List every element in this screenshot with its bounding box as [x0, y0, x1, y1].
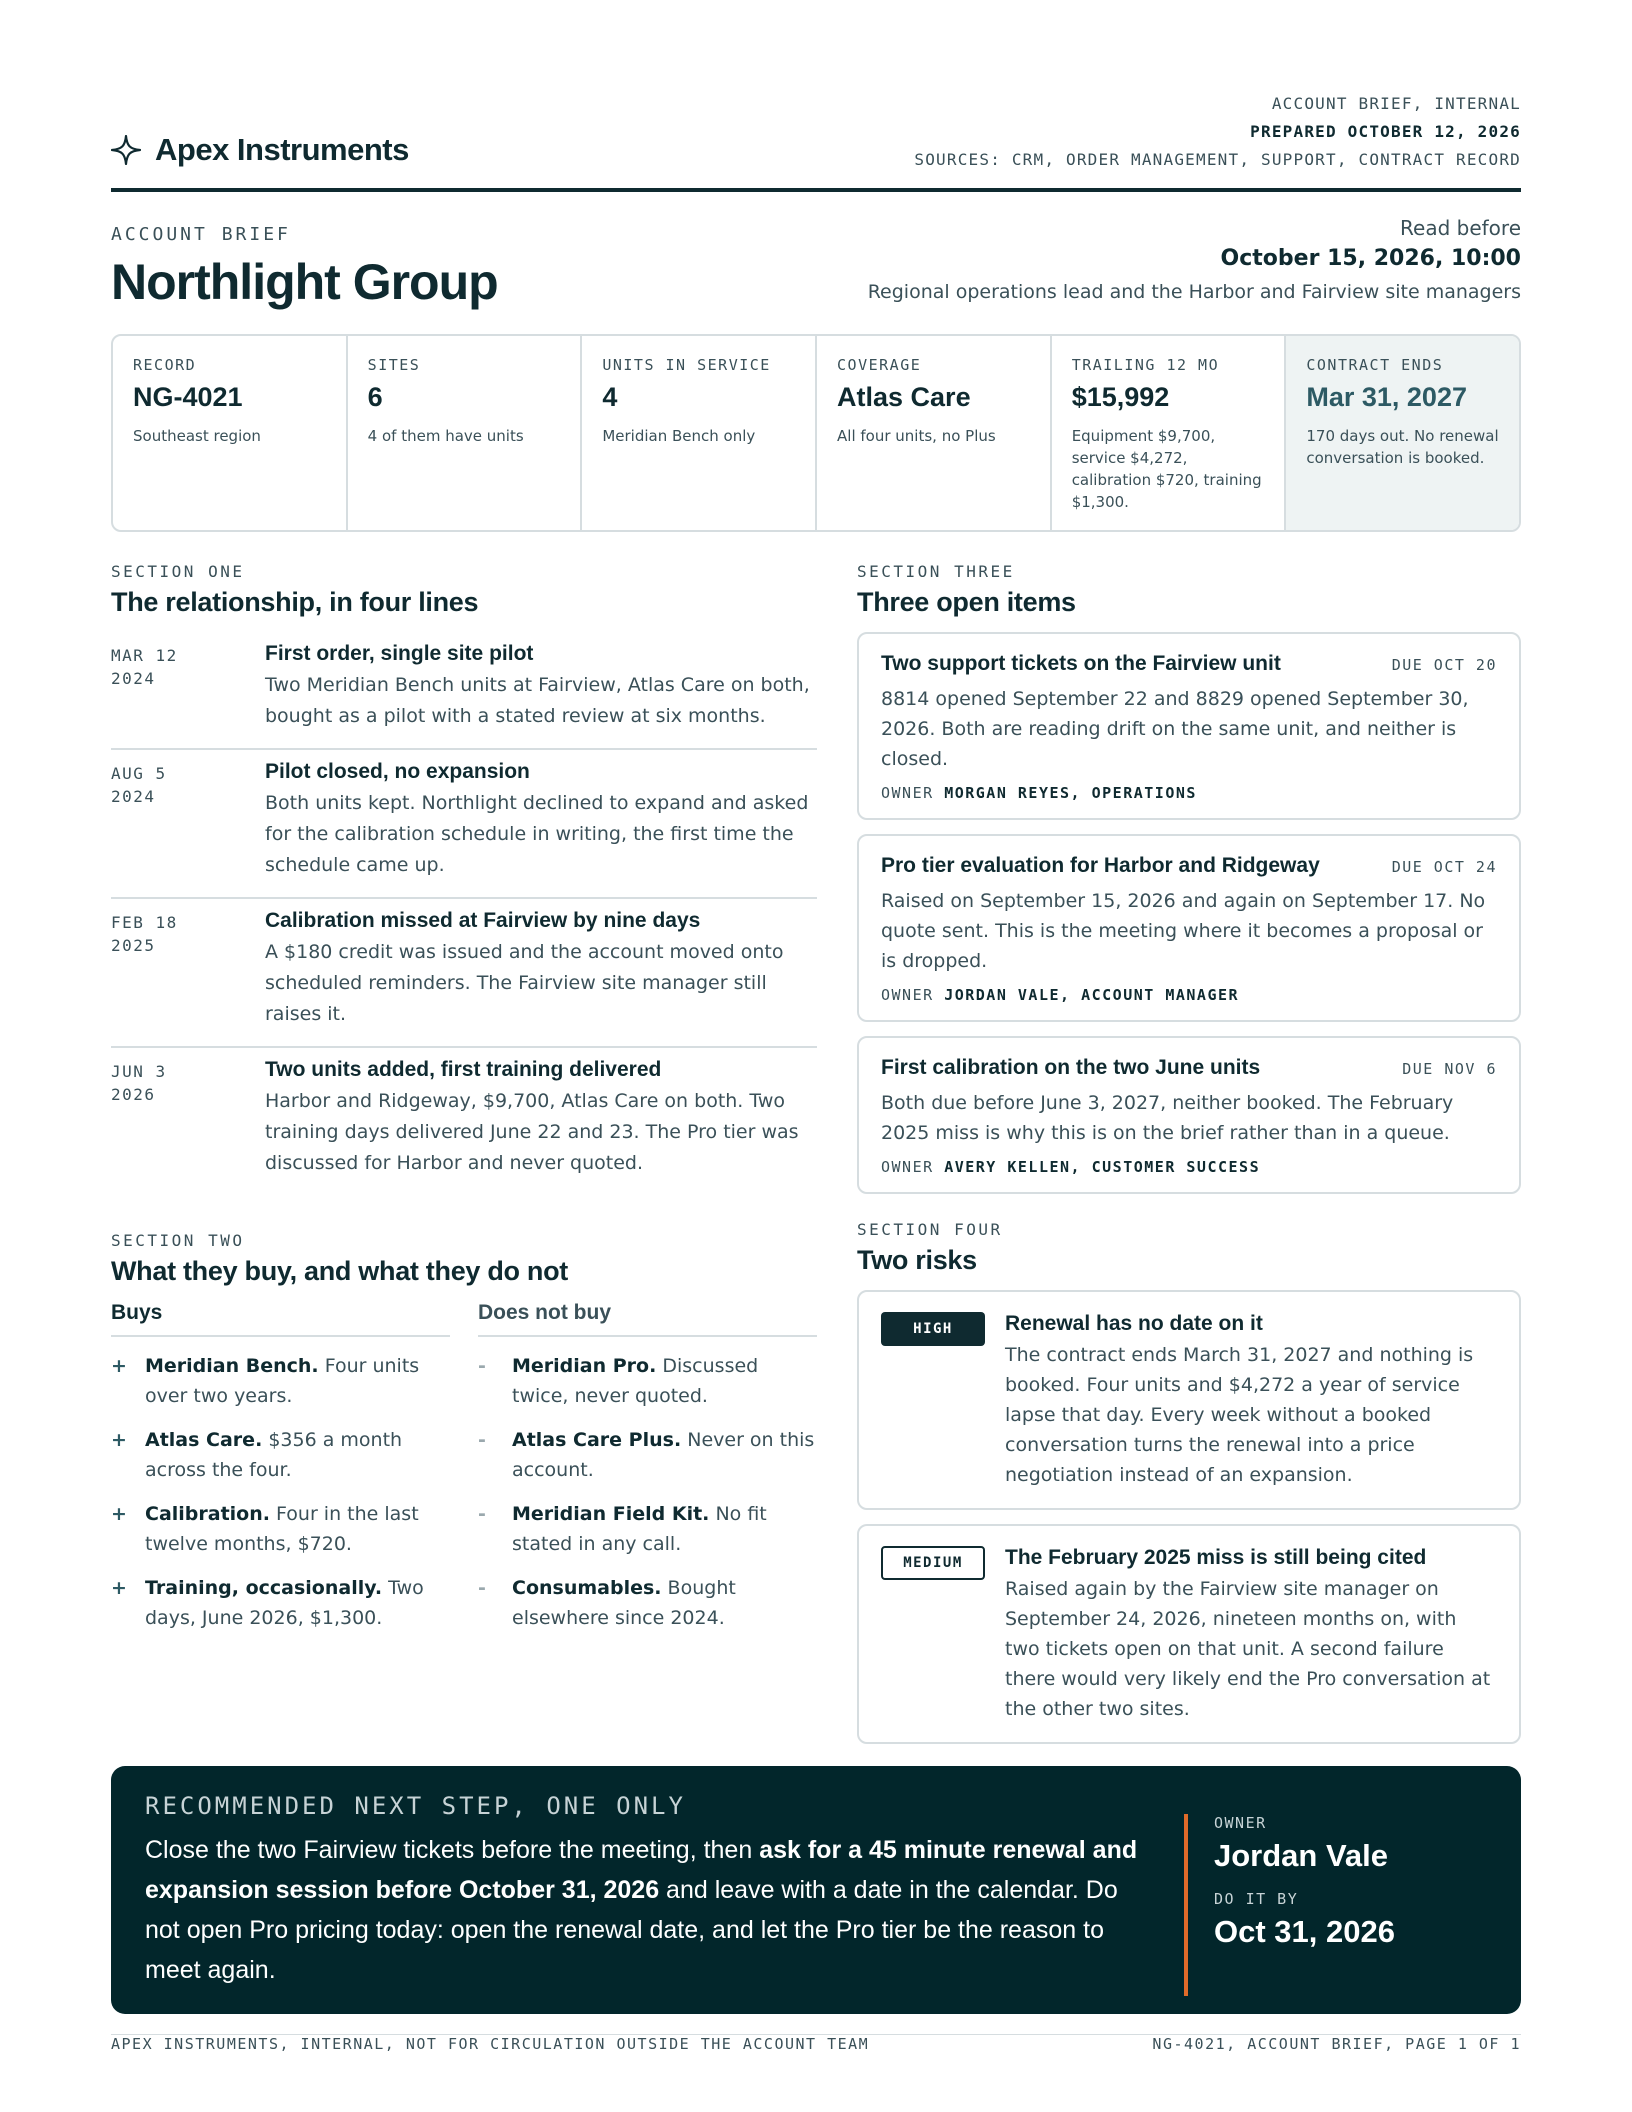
- list-item: [111, 1499, 450, 1559]
- buys-heading: Buys: [111, 1301, 450, 1337]
- open-item-card: [857, 834, 1521, 1022]
- item-text: Bought elsewhere since 2024.: [512, 1577, 736, 1629]
- stat-units: [582, 336, 817, 530]
- section-label: SECTION ONE: [111, 562, 245, 581]
- stat-label: CONTRACT ENDS: [1306, 356, 1444, 374]
- read-before-label: Read before: [1400, 216, 1521, 240]
- stat-label: SITES: [367, 356, 421, 374]
- meta-prepared: PREPARED OCTOBER 12, 2026: [1250, 122, 1521, 141]
- read-before-date: October 15, 2026, 10:00: [1220, 246, 1521, 271]
- open-item-card: [857, 632, 1521, 820]
- stat-label: RECORD: [133, 356, 197, 374]
- owner-name: Jordan Vale: [1214, 1838, 1389, 1873]
- owner-label: OWNER: [881, 784, 934, 802]
- item-name: Atlas Care.: [145, 1429, 263, 1451]
- left-column: [111, 562, 817, 1633]
- timeline-text: Both units kept. Northlight declined to expand and asked for the calibration schedule in writing, the first time the schedule came up.: [265, 792, 809, 876]
- minus-icon: -: [478, 1429, 486, 1451]
- timeline-date: FEB 18 2025: [111, 913, 178, 955]
- read-before-audience: Regional operations lead and the Harbor and Fairview site managers: [867, 281, 1521, 303]
- timeline-text: Two Meridian Bench units at Fairview, Atlas Care on both, bought as a pilot with a stated review at six months.: [265, 674, 810, 727]
- stat-label: UNITS IN SERVICE: [602, 356, 771, 374]
- timeline-heading: Two units added, first training delivered: [265, 1058, 662, 1081]
- list-item: [478, 1425, 817, 1485]
- plus-icon: +: [111, 1503, 127, 1525]
- severity-badge: HIGH: [881, 1312, 985, 1346]
- timeline-heading: First order, single site pilot: [265, 642, 534, 665]
- section-title: What they buy, and what they do not: [111, 1256, 568, 1286]
- footer-right: NG-4021, ACCOUNT BRIEF, PAGE 1 OF 1: [1152, 2035, 1521, 2053]
- timeline: [111, 632, 817, 1195]
- stat-note: Meridian Bench only: [602, 427, 756, 445]
- stat-contract-ends: [1286, 336, 1519, 530]
- next-step-text: [145, 1830, 1145, 1990]
- stat-note: Southeast region: [133, 427, 261, 445]
- right-column: [857, 562, 1521, 1744]
- risk-card: [857, 1524, 1521, 1744]
- next-step-panel: [111, 1766, 1521, 2014]
- severity-badge: MEDIUM: [881, 1546, 985, 1580]
- stat-value: NG-4021: [133, 382, 243, 412]
- stat-sites: [348, 336, 583, 530]
- list-item: [111, 1351, 450, 1411]
- due-badge: DUE OCT 20: [1391, 656, 1497, 674]
- page-footer: [111, 2034, 1521, 2053]
- risk-card: [857, 1290, 1521, 1510]
- document-meta: [914, 90, 1521, 174]
- risk-text: The contract ends March 31, 2027 and nothing is booked. Four units and $4,272 a year of service lapse that day. Every week without a booked conversation turns the renewal into a price negotiation instead of an expansion.: [1005, 1344, 1474, 1486]
- stat-value: 4: [602, 382, 618, 412]
- plus-icon: +: [111, 1577, 127, 1599]
- buys-column: [111, 1301, 450, 1633]
- next-step-label: RECOMMENDED NEXT STEP, ONE ONLY: [145, 1792, 686, 1820]
- due-badge: DUE OCT 24: [1391, 858, 1497, 876]
- section-title: Three open items: [857, 587, 1076, 617]
- section-label: SECTION FOUR: [857, 1220, 1003, 1239]
- account-name: Northlight Group: [111, 254, 498, 310]
- timeline-row: [111, 750, 817, 899]
- next-step-text-b: and leave with a date in the calendar. Do not open Pro pricing today: open the renewal date, and let the Pro tier be the reason to meet again.: [145, 1876, 1118, 1984]
- list-item: [111, 1425, 450, 1485]
- stat-coverage: [817, 336, 1052, 530]
- timeline-date: MAR 12 2024: [111, 646, 178, 688]
- owner-name: MORGAN REYES, OPERATIONS: [944, 784, 1197, 802]
- timeline-text: A $180 credit was issued and the account moved onto scheduled reminders. The Fairview site manager still raises it.: [265, 941, 784, 1025]
- timeline-row: [111, 632, 817, 750]
- page-header: [111, 88, 1521, 192]
- section-title: The relationship, in four lines: [111, 587, 479, 617]
- timeline-date: AUG 5 2024: [111, 764, 167, 806]
- owner-label: OWNER: [881, 986, 934, 1004]
- does-not-buy-column: [478, 1301, 817, 1633]
- item-name: Consumables.: [512, 1577, 662, 1599]
- stat-value: $15,992: [1071, 382, 1170, 412]
- owner-label: OWNER: [881, 1158, 934, 1176]
- stat-label: TRAILING 12 MO: [1071, 356, 1220, 374]
- stat-value: Atlas Care: [837, 382, 971, 412]
- open-item-text: Raised on September 15, 2026 and again on September 17. No quote sent. This is the meeting where it becomes a proposal or is dropped.: [881, 890, 1486, 972]
- section-label: SECTION TWO: [111, 1231, 245, 1250]
- item-name: Meridian Field Kit.: [512, 1503, 710, 1525]
- item-text: Two days, June 2026, $1,300.: [145, 1577, 424, 1629]
- buys-table: [111, 1301, 817, 1633]
- stat-label: COVERAGE: [837, 356, 922, 374]
- section-label: SECTION THREE: [857, 562, 1015, 581]
- item-text: Four in the last twelve months, $720.: [145, 1503, 419, 1555]
- owner-label: OWNER: [1214, 1814, 1267, 1832]
- stat-record: [113, 336, 348, 530]
- section-two: [111, 1231, 817, 1633]
- stats-strip: [111, 334, 1521, 532]
- item-text: $356 a month across the four.: [145, 1429, 403, 1481]
- item-name: Calibration.: [145, 1503, 270, 1525]
- open-item-owner: [881, 1158, 1497, 1176]
- item-name: Atlas Care Plus.: [512, 1429, 682, 1451]
- timeline-heading: Pilot closed, no expansion: [265, 760, 530, 783]
- due-badge: DUE NOV 6: [1402, 1060, 1497, 1078]
- open-item-text: Both due before June 3, 2027, neither booked. The February 2025 miss is why this is on the brief rather than in a queue.: [881, 1092, 1454, 1144]
- stat-note: 170 days out. No renewal conversation is booked.: [1306, 427, 1499, 467]
- read-before: [868, 216, 1521, 303]
- meta-sources: SOURCES: CRM, ORDER MANAGEMENT, SUPPORT, CONTRACT RECORD: [914, 150, 1521, 169]
- owner-name: JORDAN VALE, ACCOUNT MANAGER: [944, 986, 1240, 1004]
- due-label: DO IT BY: [1214, 1890, 1299, 1908]
- open-item-heading: Two support tickets on the Fairview unit: [881, 652, 1281, 675]
- timeline-heading: Calibration missed at Fairview by nine days: [265, 909, 701, 932]
- timeline-row: [111, 899, 817, 1048]
- owner-name: AVERY KELLEN, CUSTOMER SUCCESS: [944, 1158, 1261, 1176]
- list-item: [111, 1573, 450, 1633]
- footer-left: APEX INSTRUMENTS, INTERNAL, NOT FOR CIRCULATION OUTSIDE THE ACCOUNT TEAM: [111, 2035, 870, 2053]
- minus-icon: -: [478, 1577, 486, 1599]
- brand: [111, 132, 409, 168]
- open-item-owner: [881, 986, 1497, 1004]
- timeline-text: Harbor and Ridgeway, $9,700, Atlas Care on both. Two training days delivered June 22 and 23. The Pro tier was discussed for Harbor and never quoted.: [265, 1090, 799, 1174]
- next-step-owner-block: [1184, 1814, 1395, 1996]
- risk-text: Raised again by the Fairview site manager on September 24, 2026, nineteen months on, with two tickets open on that unit. A second failure there would very likely end the Pro conversation at the other two sites.: [1005, 1578, 1491, 1720]
- title-eyebrow: ACCOUNT BRIEF: [111, 224, 291, 245]
- does-not-buy-heading: Does not buy: [478, 1301, 817, 1337]
- open-item-text: 8814 opened September 22 and 8829 opened September 30, 2026. Both are reading drift on the same unit, and neither is closed.: [881, 688, 1469, 770]
- item-text: Four units over two years.: [145, 1355, 420, 1407]
- minus-icon: -: [478, 1355, 486, 1377]
- open-item-card: [857, 1036, 1521, 1194]
- minus-icon: -: [478, 1503, 486, 1525]
- stat-trailing: [1052, 336, 1287, 530]
- open-item-heading: First calibration on the two June units: [881, 1056, 1261, 1079]
- plus-icon: +: [111, 1429, 127, 1451]
- stat-note: Equipment $9,700, service $4,272, calibration $720, training $1,300.: [1071, 427, 1262, 511]
- timeline-date: JUN 3 2026: [111, 1062, 167, 1104]
- due-date: Oct 31, 2026: [1214, 1914, 1395, 1949]
- risk-heading: Renewal has no date on it: [1005, 1312, 1263, 1335]
- brand-name: Apex Instruments: [155, 132, 409, 167]
- section-four: [857, 1220, 1521, 1744]
- timeline-row: [111, 1048, 817, 1195]
- risk-heading: The February 2025 miss is still being cited: [1005, 1546, 1427, 1569]
- stat-note: All four units, no Plus: [837, 427, 996, 445]
- open-item-heading: Pro tier evaluation for Harbor and Ridgeway: [881, 854, 1320, 877]
- item-text: Never on this account.: [512, 1429, 815, 1481]
- item-name: Meridian Pro.: [512, 1355, 657, 1377]
- plus-icon: +: [111, 1355, 127, 1377]
- item-name: Training, occasionally.: [145, 1577, 383, 1599]
- section-title: Two risks: [857, 1245, 977, 1275]
- list-item: [478, 1351, 817, 1411]
- item-text: Discussed twice, never quoted.: [512, 1355, 759, 1407]
- item-text: No fit stated in any call.: [512, 1503, 767, 1555]
- stat-value: 6: [367, 382, 383, 412]
- next-step-text-a: Close the two Fairview tickets before the meeting, then: [145, 1836, 760, 1864]
- sparkle-icon: [111, 135, 141, 165]
- open-item-owner: [881, 784, 1497, 802]
- list-item: [478, 1573, 817, 1633]
- item-name: Meridian Bench.: [145, 1355, 319, 1377]
- meta-classification: ACCOUNT BRIEF, INTERNAL: [1271, 94, 1521, 113]
- list-item: [478, 1499, 817, 1559]
- next-step-text-bold: ask for a 45 minute renewal and expansion session before October 31, 2026: [145, 1836, 1138, 1904]
- title-block: [111, 224, 498, 311]
- stat-note: 4 of them have units: [367, 427, 524, 445]
- stat-value: Mar 31, 2027: [1306, 382, 1467, 412]
